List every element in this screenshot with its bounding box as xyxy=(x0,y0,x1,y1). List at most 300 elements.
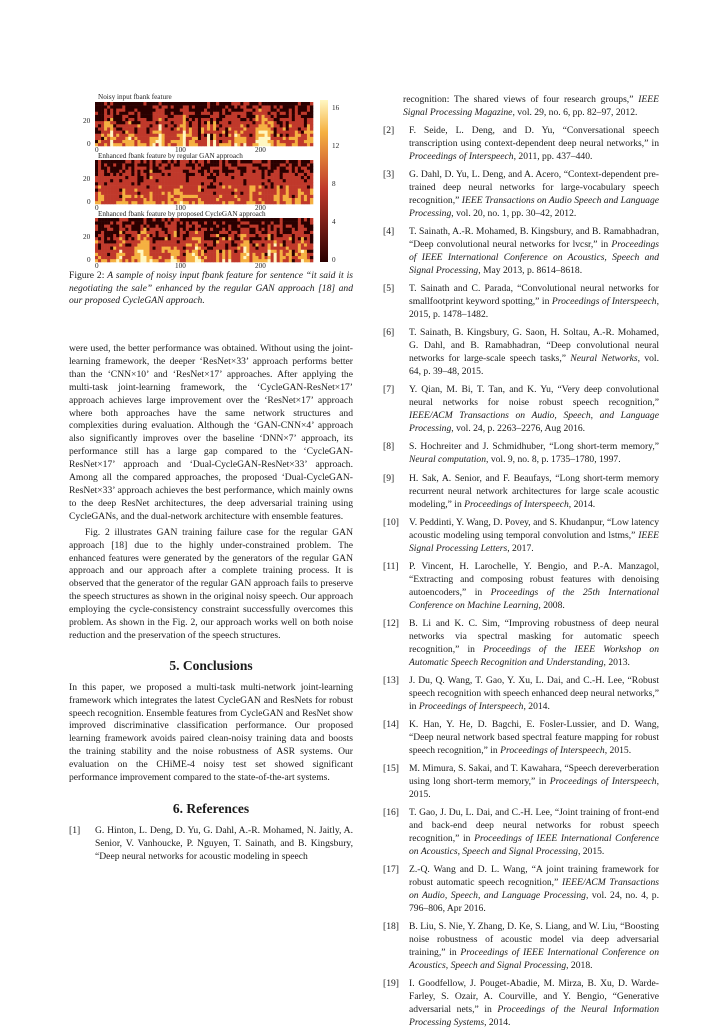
spectrogram-cell xyxy=(222,124,225,127)
spectrogram-cell xyxy=(222,102,225,105)
spectrogram-cell xyxy=(207,218,210,221)
spectrogram-cell xyxy=(204,182,207,185)
spectrogram-cell xyxy=(159,179,162,182)
spectrogram-cell xyxy=(131,182,134,185)
spectrogram-cell xyxy=(262,121,265,124)
spectrogram-cell xyxy=(280,191,283,194)
spectrogram-cell xyxy=(204,227,207,230)
spectrogram-cell xyxy=(156,231,159,234)
reference-venue: Neural Networks xyxy=(570,353,638,365)
spectrogram-cell xyxy=(171,130,174,133)
spectrogram-cell xyxy=(283,259,286,262)
spectrogram-cell xyxy=(219,169,222,172)
spectrogram-cell xyxy=(277,121,280,124)
spectrogram-cell xyxy=(195,179,198,182)
spectrogram-cell xyxy=(283,218,286,221)
spectrogram-cell xyxy=(210,133,213,136)
spectrogram-cell xyxy=(222,256,225,259)
spectrogram-cell xyxy=(289,179,292,182)
spectrogram-cell xyxy=(249,108,252,111)
reference-item xyxy=(69,825,353,864)
spectrogram-cell xyxy=(146,234,149,237)
spectrogram-cell xyxy=(183,246,186,249)
spectrogram-cell xyxy=(286,124,289,127)
spectrogram-cell xyxy=(110,224,113,227)
spectrogram-cell xyxy=(219,163,222,166)
spectrogram-cell xyxy=(255,185,258,188)
spectrogram-cell xyxy=(140,140,143,143)
spectrogram-cell xyxy=(271,231,274,234)
spectrogram-cell xyxy=(259,105,262,108)
spectrogram-cell xyxy=(98,115,101,118)
spectrogram-cell xyxy=(298,127,301,130)
spectrogram-cell xyxy=(165,234,168,237)
spectrogram-cell xyxy=(104,218,107,221)
spectrogram-cell xyxy=(259,221,262,224)
spectrogram-cell xyxy=(219,185,222,188)
spectrogram-cell xyxy=(95,188,98,191)
spectrogram-cell xyxy=(307,133,310,136)
spectrogram-cell xyxy=(171,111,174,114)
spectrogram-cell xyxy=(268,115,271,118)
spectrogram-cell xyxy=(195,124,198,127)
spectrogram-cell xyxy=(310,137,313,140)
spectrogram-cell xyxy=(246,218,249,221)
spectrogram-cell xyxy=(304,115,307,118)
spectrogram-cell xyxy=(255,246,258,249)
spectrogram-cell xyxy=(228,237,231,240)
spectrogram-cell xyxy=(180,169,183,172)
spectrogram-cell xyxy=(162,231,165,234)
spectrogram-cell xyxy=(255,102,258,105)
spectrogram-cell xyxy=(262,133,265,136)
spectrogram-cell xyxy=(228,111,231,114)
spectrogram-cell xyxy=(186,130,189,133)
spectrogram-cell xyxy=(310,102,313,105)
spectrogram-cell xyxy=(195,188,198,191)
panel3-xtick-0: 0 xyxy=(95,262,99,270)
spectrogram-cell xyxy=(274,160,277,163)
spectrogram-cell xyxy=(277,111,280,114)
spectrogram-cell xyxy=(116,163,119,166)
spectrogram-cell xyxy=(222,188,225,191)
spectrogram-cell xyxy=(286,243,289,246)
spectrogram-cell xyxy=(307,195,310,198)
spectrogram-cell xyxy=(240,140,243,143)
spectrogram-cell xyxy=(231,163,234,166)
spectrogram-cell xyxy=(237,160,240,163)
spectrogram-cell xyxy=(280,198,283,201)
spectrogram-cell xyxy=(143,179,146,182)
spectrogram-cell xyxy=(95,256,98,259)
spectrogram-cell xyxy=(252,191,255,194)
spectrogram-cell xyxy=(222,243,225,246)
spectrogram-cell xyxy=(95,124,98,127)
spectrogram-cell xyxy=(195,137,198,140)
spectrogram-cell xyxy=(292,249,295,252)
reference-list xyxy=(383,125,659,1030)
spectrogram-cell xyxy=(165,127,168,130)
spectrogram-cell xyxy=(183,234,186,237)
spectrogram-cell xyxy=(255,163,258,166)
spectrogram-cell xyxy=(150,173,153,176)
spectrogram-cell xyxy=(219,218,222,221)
spectrogram-cell xyxy=(298,163,301,166)
spectrogram-cell xyxy=(210,166,213,169)
spectrogram-cell xyxy=(249,224,252,227)
spectrogram-cell xyxy=(252,173,255,176)
spectrogram-cell xyxy=(249,137,252,140)
spectrogram-cell xyxy=(165,121,168,124)
spectrogram-cell xyxy=(165,105,168,108)
spectrogram-cell xyxy=(310,118,313,121)
spectrogram-cell xyxy=(174,185,177,188)
spectrogram-cell xyxy=(186,102,189,105)
spectrogram-cell xyxy=(216,237,219,240)
spectrogram-cell xyxy=(298,179,301,182)
reference-number: [18] xyxy=(383,921,399,933)
spectrogram-cell xyxy=(168,137,171,140)
spectrogram-cell xyxy=(295,249,298,252)
spectrogram-cell xyxy=(228,124,231,127)
spectrogram-cell xyxy=(119,195,122,198)
spectrogram-cell xyxy=(189,127,192,130)
spectrogram-cell xyxy=(271,182,274,185)
spectrogram-cell xyxy=(213,108,216,111)
spectrogram-cell xyxy=(119,118,122,121)
spectrogram-cell xyxy=(237,234,240,237)
spectrogram-cell xyxy=(252,198,255,201)
spectrogram-cell xyxy=(113,188,116,191)
spectrogram-cell xyxy=(283,179,286,182)
spectrogram-cell xyxy=(143,259,146,262)
spectrogram-cell xyxy=(204,133,207,136)
spectrogram-cell xyxy=(116,218,119,221)
spectrogram-cell xyxy=(280,231,283,234)
spectrogram-cell xyxy=(153,227,156,230)
spectrogram-cell xyxy=(150,121,153,124)
spectrogram-cell xyxy=(150,218,153,221)
spectrogram-cell xyxy=(280,105,283,108)
spectrogram-cell xyxy=(95,160,98,163)
spectrogram-cell xyxy=(280,137,283,140)
spectrogram-cell xyxy=(252,224,255,227)
spectrogram-cell xyxy=(292,133,295,136)
spectrogram-cell xyxy=(252,249,255,252)
spectrogram-cell xyxy=(122,124,125,127)
spectrogram-cell xyxy=(183,182,186,185)
spectrogram-cell xyxy=(301,143,304,146)
spectrogram-cell xyxy=(195,140,198,143)
spectrogram-cell xyxy=(165,259,168,262)
spectrogram-cell xyxy=(255,234,258,237)
spectrogram-cell xyxy=(113,118,116,121)
spectrogram-cell xyxy=(283,198,286,201)
spectrogram-cell xyxy=(210,127,213,130)
spectrogram-cell xyxy=(128,115,131,118)
spectrogram-cell xyxy=(180,118,183,121)
spectrogram-cell xyxy=(265,221,268,224)
spectrogram-cell xyxy=(186,179,189,182)
spectrogram-cell xyxy=(301,253,304,256)
spectrogram-cell xyxy=(249,118,252,121)
spectrogram-cell xyxy=(204,102,207,105)
spectrogram-cell xyxy=(237,224,240,227)
spectrogram-cell xyxy=(219,188,222,191)
spectrogram-cell xyxy=(101,163,104,166)
spectrogram-cell xyxy=(204,237,207,240)
spectrogram-cell xyxy=(243,237,246,240)
spectrogram-cell xyxy=(134,185,137,188)
spectrogram-cell xyxy=(174,121,177,124)
spectrogram-cell xyxy=(177,137,180,140)
spectrogram-cell xyxy=(137,201,140,204)
spectrogram-cell xyxy=(255,133,258,136)
spectrogram-cell xyxy=(168,191,171,194)
spectrogram-cell xyxy=(280,240,283,243)
spectrogram-cell xyxy=(310,143,313,146)
spectrogram-cell xyxy=(286,179,289,182)
spectrogram-cell xyxy=(268,234,271,237)
spectrogram-cell xyxy=(298,133,301,136)
spectrogram-cell xyxy=(219,102,222,105)
spectrogram-cell xyxy=(131,221,134,224)
spectrogram-cell xyxy=(210,201,213,204)
spectrogram-cell xyxy=(237,111,240,114)
spectrogram-cell xyxy=(125,169,128,172)
spectrogram-cell xyxy=(274,102,277,105)
spectrogram-cell xyxy=(101,234,104,237)
spectrogram-cell xyxy=(292,173,295,176)
spectrogram-cell xyxy=(289,173,292,176)
spectrogram-cell xyxy=(143,249,146,252)
spectrogram-cell xyxy=(171,118,174,121)
spectrogram-cell xyxy=(143,166,146,169)
spectrogram-cell xyxy=(237,182,240,185)
spectrogram-cell xyxy=(280,115,283,118)
spectrogram-cell xyxy=(246,240,249,243)
reference-tail: , vol. 64, p. 39–48, 2015. xyxy=(409,353,659,378)
spectrogram-cell xyxy=(268,105,271,108)
spectrogram-cell xyxy=(277,127,280,130)
spectrogram-cell xyxy=(295,256,298,259)
spectrogram-cell xyxy=(128,201,131,204)
spectrogram-cell xyxy=(192,240,195,243)
spectrogram-cell xyxy=(283,221,286,224)
spectrogram-cell xyxy=(237,243,240,246)
spectrogram-cell xyxy=(295,185,298,188)
spectrogram-cell xyxy=(255,195,258,198)
spectrogram-cell xyxy=(204,240,207,243)
spectrogram-cell xyxy=(168,118,171,121)
spectrogram-cell xyxy=(119,218,122,221)
spectrogram-cell xyxy=(168,243,171,246)
panel3-ytick-20: 20 xyxy=(83,233,91,241)
spectrogram-cell xyxy=(131,160,134,163)
left-column xyxy=(69,343,353,869)
spectrogram-cell xyxy=(174,182,177,185)
spectrogram-cell xyxy=(134,108,137,111)
spectrogram-cell xyxy=(240,188,243,191)
spectrogram-cell xyxy=(225,124,228,127)
spectrogram-cell xyxy=(301,160,304,163)
spectrogram-cell xyxy=(307,111,310,114)
spectrogram-cell xyxy=(131,256,134,259)
spectrogram-cell xyxy=(237,115,240,118)
spectrogram-cell xyxy=(289,124,292,127)
spectrogram-cell xyxy=(116,179,119,182)
spectrogram-cell xyxy=(286,188,289,191)
spectrogram-cell xyxy=(231,218,234,221)
spectrogram-cell xyxy=(186,195,189,198)
spectrogram-cell xyxy=(289,198,292,201)
spectrogram-cell xyxy=(219,221,222,224)
reference-tail: , vol. 24, p. 2263–2276, Aug 2016. xyxy=(451,423,586,435)
spectrogram-cell xyxy=(140,240,143,243)
spectrogram-cell xyxy=(277,231,280,234)
spectrogram-cell xyxy=(252,140,255,143)
spectrogram-cell xyxy=(150,169,153,172)
spectrogram-cell xyxy=(289,237,292,240)
spectrogram-cell xyxy=(159,221,162,224)
spectrogram-cell xyxy=(274,108,277,111)
spectrogram-cell xyxy=(271,143,274,146)
spectrogram-cell xyxy=(113,243,116,246)
spectrogram-cell xyxy=(195,231,198,234)
spectrogram-cell xyxy=(153,176,156,179)
spectrogram-cell xyxy=(183,224,186,227)
spectrogram-cell xyxy=(201,115,204,118)
spectrogram-cell xyxy=(289,169,292,172)
spectrogram-cell xyxy=(183,195,186,198)
spectrogram-cell xyxy=(277,124,280,127)
spectrogram-cell xyxy=(249,163,252,166)
spectrogram-cell xyxy=(231,198,234,201)
spectrogram-cell xyxy=(207,221,210,224)
spectrogram-cell xyxy=(140,221,143,224)
spectrogram-cell xyxy=(207,256,210,259)
spectrogram-cell xyxy=(195,121,198,124)
spectrogram-cell xyxy=(286,218,289,221)
spectrogram-cell xyxy=(259,243,262,246)
spectrogram-cell xyxy=(213,137,216,140)
spectrogram-cell xyxy=(174,133,177,136)
spectrogram-cell xyxy=(192,221,195,224)
spectrogram-cell xyxy=(119,133,122,136)
spectrogram-cell xyxy=(283,243,286,246)
spectrogram-cell xyxy=(237,201,240,204)
spectrogram-cell xyxy=(95,108,98,111)
spectrogram-cell xyxy=(201,227,204,230)
spectrogram-cell xyxy=(295,198,298,201)
spectrogram-cell xyxy=(116,198,119,201)
spectrogram-cell xyxy=(289,127,292,130)
spectrogram-cell xyxy=(171,240,174,243)
spectrogram-cell xyxy=(240,256,243,259)
spectrogram-cell xyxy=(180,111,183,114)
spectrogram-cell xyxy=(192,115,195,118)
spectrogram-cell xyxy=(107,243,110,246)
spectrogram-cell xyxy=(159,227,162,230)
spectrogram-cell xyxy=(150,221,153,224)
spectrogram-cell xyxy=(153,191,156,194)
panel1-xtick-0: 0 xyxy=(95,146,99,154)
spectrogram-cell xyxy=(280,166,283,169)
spectrogram-cell xyxy=(271,108,274,111)
spectrogram-cell xyxy=(240,124,243,127)
spectrogram-cell xyxy=(113,227,116,230)
spectrogram-cell xyxy=(110,111,113,114)
spectrogram-cell xyxy=(289,256,292,259)
spectrogram-cell xyxy=(159,111,162,114)
spectrogram-cell xyxy=(177,221,180,224)
spectrogram-cell xyxy=(219,160,222,163)
spectrogram-cell xyxy=(159,201,162,204)
spectrogram-cell xyxy=(268,240,271,243)
spectrogram-cell xyxy=(255,253,258,256)
spectrogram-cell xyxy=(225,188,228,191)
spectrogram-cell xyxy=(280,259,283,262)
spectrogram-cell xyxy=(286,249,289,252)
spectrogram-cell xyxy=(210,163,213,166)
spectrogram-cell xyxy=(234,169,237,172)
spectrogram-cell xyxy=(143,253,146,256)
spectrogram-cell xyxy=(95,253,98,256)
spectrogram-cell xyxy=(177,140,180,143)
spectrogram-cell xyxy=(125,243,128,246)
spectrogram-cell xyxy=(156,173,159,176)
spectrogram-cell xyxy=(159,234,162,237)
spectrogram-cell xyxy=(249,160,252,163)
spectrogram-cell xyxy=(210,115,213,118)
spectrogram-cell xyxy=(286,160,289,163)
spectrogram-cell xyxy=(201,160,204,163)
spectrogram-cell xyxy=(280,124,283,127)
spectrogram-cell xyxy=(146,160,149,163)
spectrogram-cell xyxy=(107,188,110,191)
spectrogram-cell xyxy=(168,111,171,114)
spectrogram-cell xyxy=(240,118,243,121)
reference-tail: , 2015. xyxy=(577,845,605,857)
spectrogram-cell xyxy=(304,111,307,114)
spectrogram-cell xyxy=(265,224,268,227)
panel1-xtick-100: 100 xyxy=(175,146,186,154)
spectrogram-cell xyxy=(107,176,110,179)
spectrogram-cell xyxy=(125,102,128,105)
spectrogram-cell xyxy=(150,195,153,198)
spectrogram-cell xyxy=(107,133,110,136)
spectrogram-cell xyxy=(246,185,249,188)
spectrogram-cell xyxy=(255,221,258,224)
spectrogram-cell xyxy=(213,256,216,259)
spectrogram-cell xyxy=(186,140,189,143)
spectrogram-cell xyxy=(216,108,219,111)
spectrogram-cell xyxy=(237,130,240,133)
spectrogram-cell xyxy=(213,121,216,124)
spectrogram-cell xyxy=(134,256,137,259)
spectrogram-cell xyxy=(201,124,204,127)
caption-label: Figure 2: xyxy=(69,270,105,281)
spectrogram-cell xyxy=(150,246,153,249)
spectrogram-cell xyxy=(153,221,156,224)
spectrogram-cell xyxy=(159,127,162,130)
spectrogram-cell xyxy=(159,188,162,191)
spectrogram-cell xyxy=(140,108,143,111)
spectrogram-cell xyxy=(283,201,286,204)
spectrogram-cell xyxy=(231,221,234,224)
spectrogram-cell xyxy=(122,108,125,111)
spectrogram-cell xyxy=(310,191,313,194)
